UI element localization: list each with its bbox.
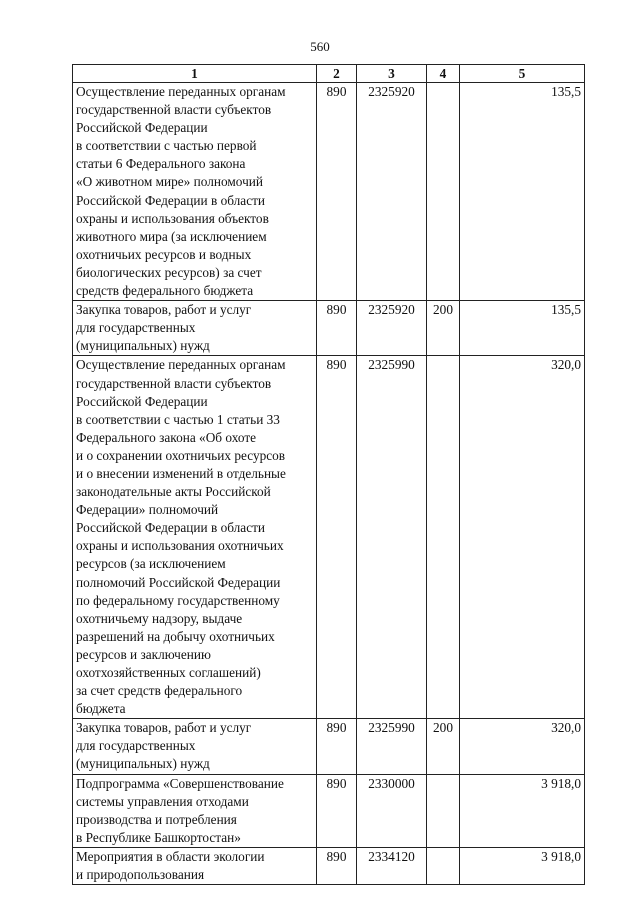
header-col-5: 5 — [460, 65, 585, 83]
row-amount: 3 918,0 — [460, 847, 585, 884]
budget-table — [72, 64, 585, 885]
header-col-4: 4 — [427, 65, 460, 83]
row-department-code: 890 — [317, 719, 357, 774]
row-target-article: 2330000 — [357, 774, 427, 847]
row-expense-type — [427, 83, 460, 301]
row-description: Закупка товаров, работ и услуг для государственных (муниципальных) нужд — [73, 301, 317, 356]
row-description: Закупка товаров, работ и услуг для государственных (муниципальных) нужд — [73, 719, 317, 774]
row-amount: 135,5 — [460, 83, 585, 301]
header-col-1: 1 — [73, 65, 317, 83]
row-expense-type — [427, 847, 460, 884]
row-department-code: 890 — [317, 774, 357, 847]
header-col-3: 3 — [357, 65, 427, 83]
row-department-code: 890 — [317, 301, 357, 356]
row-expense-type — [427, 356, 460, 719]
page-number: 560 — [310, 39, 330, 54]
row-description: Осуществление переданных органам государственной власти субъектов Российской Федерации в соответствии с частью первой статьи 6 Федерального закона «О животном мире» полномочий Российской Федерации в области охраны и использования объектов животного мира (за исключением охотничьих ресурсов и водных биологических ресурсов) за счет средств федерального бюджета — [73, 83, 317, 301]
row-amount: 135,5 — [460, 301, 585, 356]
header-row — [73, 65, 585, 83]
row-amount: 320,0 — [460, 356, 585, 719]
row-target-article: 2334120 — [357, 847, 427, 884]
row-amount: 3 918,0 — [460, 774, 585, 847]
row-department-code: 890 — [317, 847, 357, 884]
table-row — [73, 847, 585, 884]
table-row — [73, 301, 585, 356]
row-target-article: 2325990 — [357, 356, 427, 719]
row-description: Осуществление переданных органам государственной власти субъектов Российской Федерации в соответствии с частью 1 статьи 33 Федерального закона «Об охоте и о сохранении охотничьих ресурсов и о внесении изменений в отдельные законодательные акты Российской Федерации» полномочий Российской Федерации в области охраны и использования охотничьих ресурсов (за исключением полномочий Российской Федерации по федеральному государственному охотничьему надзору, выдаче разрешений на добычу охотничьих ресурсов и заключению охотхозяйственных соглашений) за счет средств федерального бюджета — [73, 356, 317, 719]
row-description: Мероприятия в области экологии и природопользования — [73, 847, 317, 884]
row-expense-type — [427, 774, 460, 847]
row-target-article: 2325990 — [357, 719, 427, 774]
table-row — [73, 83, 585, 301]
table-row — [73, 719, 585, 774]
row-target-article: 2325920 — [357, 83, 427, 301]
header-col-2: 2 — [317, 65, 357, 83]
row-department-code: 890 — [317, 83, 357, 301]
row-target-article: 2325920 — [357, 301, 427, 356]
row-amount: 320,0 — [460, 719, 585, 774]
table-row — [73, 356, 585, 719]
row-department-code: 890 — [317, 356, 357, 719]
row-description: Подпрограмма «Совершенствование системы управления отходами производства и потребления в Республике Башкортостан» — [73, 774, 317, 847]
row-expense-type: 200 — [427, 719, 460, 774]
row-expense-type: 200 — [427, 301, 460, 356]
table-row — [73, 774, 585, 847]
